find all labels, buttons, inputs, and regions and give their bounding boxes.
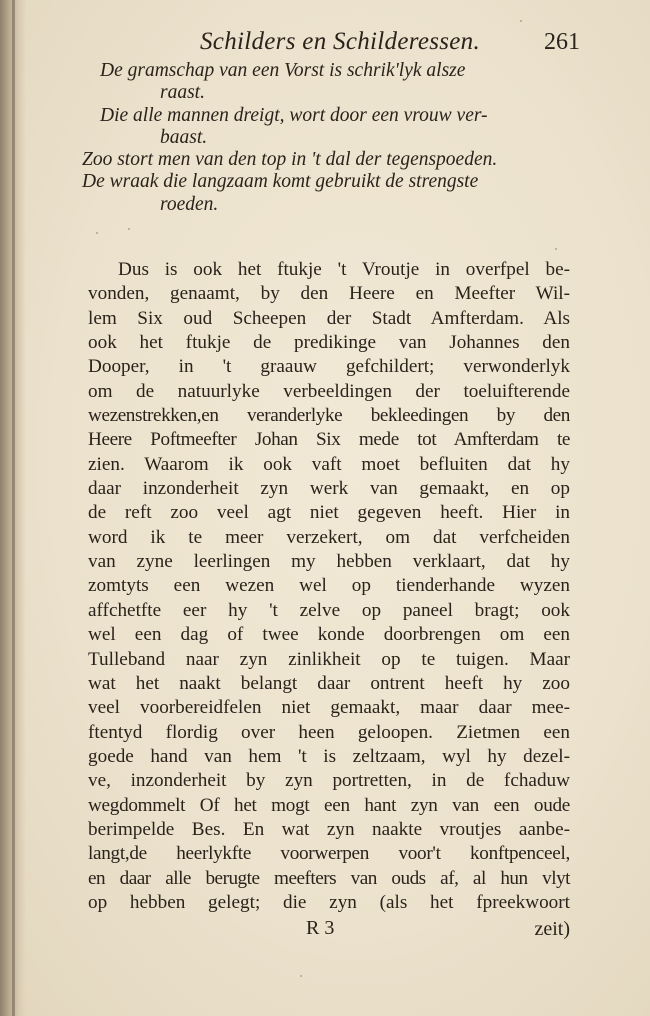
text-line: om de natuurlyke verbeeldingen der toeluifterende <box>88 380 570 402</box>
verse-line: roeden. <box>160 193 219 215</box>
text-line: langt,de heerlykfte voorwerpen voor't konftpenceel, <box>88 843 570 865</box>
text-line: affchetfte eer hy 't zelve op paneel bragt; ook <box>88 599 570 621</box>
text-line: daar inzonderheit zyn werk van gemaakt, en op <box>88 478 570 500</box>
text-line: veel voorbereidfelen niet gemaakt, maar daar mee- <box>88 697 570 719</box>
text-line: lem Six oud Scheepen der Stadt Amfterdam. Als <box>88 307 570 329</box>
text-line: op hebben gelegt; die zyn (als het fpreekwoort <box>88 891 570 913</box>
paper-speck <box>520 20 522 22</box>
text-line: wel een dag of twee konde doorbrengen om een <box>88 624 570 646</box>
verse-line: Zoo stort men van den top in 't dal der tegenspoeden. <box>82 149 498 171</box>
signature-mark: R 3 <box>306 917 335 939</box>
text-line: Dus is ook het ftukje 't Vroutje in overfpel be- <box>118 259 570 280</box>
verse-line: raast. <box>160 82 205 104</box>
text-line: en daar alle berugte meefters van ouds af, al hun vlyt <box>88 867 570 889</box>
paper-speck <box>128 228 130 230</box>
page-footer <box>88 917 570 943</box>
text-line: ftentyd flordig over heen geloopen. Zietmen een <box>88 721 570 743</box>
paper-speck <box>555 248 557 250</box>
paper-speck <box>300 975 302 977</box>
verse-block <box>82 60 580 216</box>
verse-line: Die alle mannen dreigt, wort door een vrouw ver- <box>100 104 488 126</box>
text-line: zomtyts een wezen wel op tienderhande wyzen <box>88 575 570 597</box>
text-line: word ik te meer verzekert, om dat verfcheiden <box>88 526 570 548</box>
text-line: de reft zoo veel agt niet gegeven heeft. Hier in <box>88 502 570 524</box>
catchword: zeit) <box>534 918 570 940</box>
verse-line: De gramschap van een Vorst is schrik'lyk alsze <box>100 60 466 81</box>
text-line: Tulleband naar zyn zinlikheit op te tuigen. Maar <box>88 648 570 670</box>
verse-line: De wraak die langzaam komt gebruikt de strengste <box>82 171 479 193</box>
paper-speck <box>96 232 98 234</box>
text-line: ve, inzonderheit by zyn portretten, in de fchaduw <box>88 770 570 792</box>
verse-line: baast. <box>160 126 208 148</box>
page-number: 261 <box>544 29 580 55</box>
text-line: wat het naakt belangt daar ontrent heeft hy zoo <box>88 672 570 694</box>
text-line: goede hand van hem 't is zeltzaam, wyl hy dezel- <box>88 745 570 767</box>
text-line: Dooper, in 't graauw gefchildert; verwonderlyk <box>88 356 570 378</box>
running-title: Schilders en Schilderessen. <box>200 28 481 55</box>
prose-paragraph <box>88 258 570 915</box>
text-line: vonden, genaamt, by den Heere en Meefter Wil- <box>88 283 570 305</box>
text-line: berimpelde Bes. En wat zyn naakte vroutjes aanbe- <box>88 818 570 840</box>
text-line: ook het ftukje de predikinge van Johannes den <box>88 332 570 354</box>
page-header <box>200 28 580 60</box>
binding-edge <box>12 0 15 1016</box>
text-line: zien. Waarom ik ook vaft moet befluiten dat hy <box>88 453 570 475</box>
text-line: wezenstrekken,en veranderlyke bekleedingen by den <box>88 405 570 427</box>
text-line: Heere Poftmeefter Johan Six mede tot Amfterdam te <box>88 429 570 451</box>
text-line: van zyne leerlingen my hebben verklaart, dat hy <box>88 551 570 573</box>
text-line: wegdommelt Of het mogt een hant zyn van een oude <box>88 794 570 816</box>
